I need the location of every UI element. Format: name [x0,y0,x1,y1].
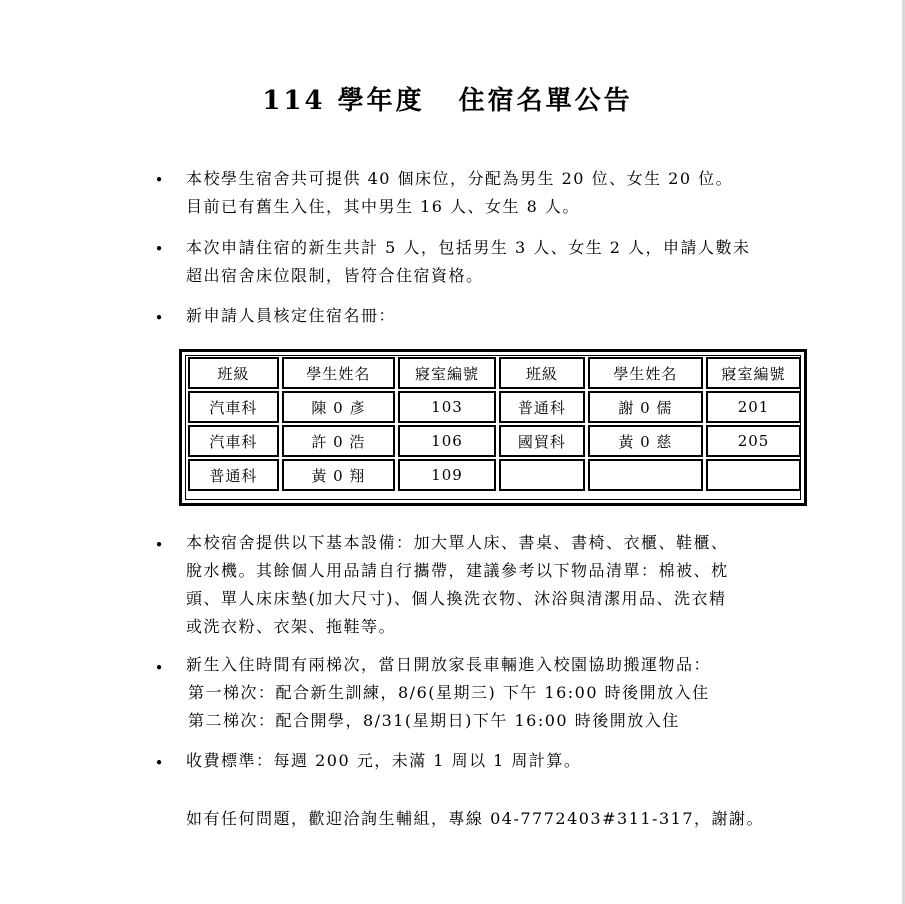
bullet-1: • [154,171,164,189]
header-room-number: 寢室編號 [706,357,801,389]
header-class: 班級 [188,357,279,389]
cell-class: 汽車科 [188,391,279,423]
paragraph-line: 目前已有舊生入住，其中男生 16 人、女生 8 人。 [186,197,580,216]
table-row [188,391,801,423]
paragraph-line: 第二梯次：配合開學，8/31(星期日)下午 16:00 時後開放入住 [188,711,680,730]
cell-class: 普通科 [188,459,279,491]
cell-room-number: 106 [398,425,496,457]
paragraph-beds [186,165,786,221]
paragraph-line: 頭、單人床床墊(加大尺寸)、個人換洗衣物、沐浴與清潔用品、洗衣精 [186,589,727,608]
paragraph-line: 新申請人員核定住宿名冊： [186,306,397,325]
paragraph-line: 本校宿舍提供以下基本設備：加大單人床、書桌、書椅、衣櫃、鞋櫃、 [186,533,729,552]
cell-room-number: 205 [706,425,801,457]
header-room-number: 寢室編號 [398,357,496,389]
paragraph-move-in [186,651,786,735]
cell-class [499,459,585,491]
paragraph-facilities [186,529,786,641]
cell-student-name: 陳 0 彥 [282,391,395,423]
paragraph-line: 脫水機。其餘個人用品請自行攜帶，建議參考以下物品清單：棉被、枕 [186,561,729,580]
cell-student-name [588,459,703,491]
cell-student-name: 黃 0 慈 [588,425,703,457]
paragraph-line: 收費標準：每週 200 元，未滿 1 周以 1 周計算。 [186,751,582,770]
paragraph-fees [186,747,786,775]
bullet-2: • [154,240,164,258]
roster-table-frame [179,349,807,506]
table-header-row [188,357,801,389]
paragraph-line: 第一梯次：配合新生訓練，8/6(星期三) 下午 16:00 時後開放入住 [188,683,710,702]
roster-table [185,355,804,493]
table-row [188,459,801,491]
paragraph-line: 本次申請住宿的新生共計 5 人，包括男生 3 人、女生 2 人，申請人數未 [186,238,751,257]
title-year: 114 學年度 [262,86,425,116]
header-student-name: 學生姓名 [282,357,395,389]
paragraph-roster-intro [186,302,786,330]
bullet-5: • [154,659,164,677]
title-text: 住宿名單公告 [458,86,633,116]
table-row [188,425,801,457]
bullet-4: • [154,536,164,554]
page-title [0,80,895,117]
paragraph-line: 本校學生宿舍共可提供 40 個床位，分配為男生 20 位、女生 20 位。 [186,169,734,188]
cell-room-number: 103 [398,391,496,423]
cell-class: 國貿科 [499,425,585,457]
header-class: 班級 [499,357,585,389]
cell-room-number: 201 [706,391,801,423]
cell-class: 普通科 [499,391,585,423]
paragraph-applicants [186,234,786,290]
cell-room-number [706,459,801,491]
contact-info: 如有任何問題，歡迎洽詢生輔組，專線 04-7772403#311-317，謝謝。 [186,809,765,828]
paragraph-line: 新生入住時間有兩梯次，當日開放家長車輛進入校園協助搬運物品： [186,655,712,674]
bullet-6: • [154,754,164,772]
paragraph-line: 超出宿舍床位限制，皆符合住宿資格。 [186,266,484,285]
bullet-3: • [154,309,164,327]
paragraph-line: 或洗衣粉、衣架、拖鞋等。 [186,617,397,636]
cell-student-name: 許 0 浩 [282,425,395,457]
cell-student-name: 黃 0 翔 [282,459,395,491]
header-student-name: 學生姓名 [588,357,703,389]
cell-room-number: 109 [398,459,496,491]
cell-student-name: 謝 0 儒 [588,391,703,423]
cell-class: 汽車科 [188,425,279,457]
